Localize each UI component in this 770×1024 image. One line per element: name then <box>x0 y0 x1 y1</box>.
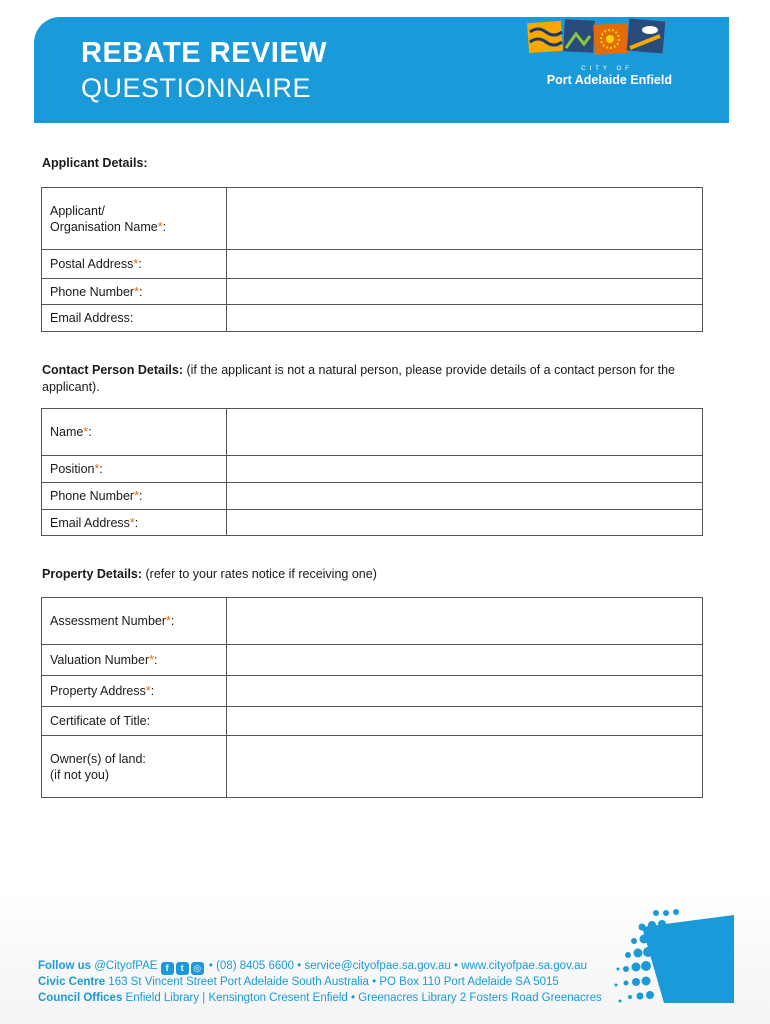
instagram-icon[interactable]: ◎ <box>191 962 204 975</box>
field-label-assessment-number: Assessment Number*: <box>42 598 227 645</box>
field-label-email-address: Email Address: <box>42 305 227 332</box>
table-row <box>42 676 703 707</box>
property-address-field[interactable] <box>227 676 703 707</box>
applicant-details-table <box>41 187 703 332</box>
field-label-certificate-of-title: Certificate of Title: <box>42 707 227 736</box>
table-row <box>42 510 703 536</box>
applicant-name-field[interactable] <box>227 188 703 250</box>
footer-dots-graphic <box>612 905 740 1015</box>
field-label-phone-number: Phone Number*: <box>42 279 227 305</box>
phone-number-field[interactable] <box>227 279 703 305</box>
table-row <box>42 483 703 510</box>
email-address-field[interactable] <box>227 305 703 332</box>
table-row <box>42 707 703 736</box>
contact-position-field[interactable] <box>227 456 703 483</box>
table-row <box>42 645 703 676</box>
field-label-postal-address: Postal Address*: <box>42 250 227 279</box>
footer-council-offices-line: Council Offices Enfield Library | Kensington Cresent Enfield • Greenacres Library 2 Fosters Road Greenacres <box>38 992 602 1004</box>
certificate-of-title-field[interactable] <box>227 707 703 736</box>
owners-of-land-field[interactable] <box>227 736 703 798</box>
field-label-property-address: Property Address*: <box>42 676 227 707</box>
field-label-applicant-name: Applicant/ Organisation Name*: <box>42 188 227 250</box>
contact-details-table <box>41 408 703 536</box>
contact-details-heading: Contact Person Details: (if the applicant is not a natural person, please provide details of a contact person for the applicant). <box>42 363 675 394</box>
assessment-number-field[interactable] <box>227 598 703 645</box>
logo-council-name: Port Adelaide Enfield <box>546 73 672 87</box>
footer-civic-centre-line: Civic Centre 163 St Vincent Street Port Adelaide South Australia • PO Box 110 Port Adelaide SA 5015 <box>38 976 559 988</box>
table-row <box>42 736 703 798</box>
property-details-heading: Property Details: (refer to your rates notice if receiving one) <box>42 567 377 581</box>
table-row <box>42 409 703 456</box>
table-row <box>42 188 703 250</box>
social-handle[interactable]: @CityofPAE <box>91 960 161 972</box>
table-row <box>42 598 703 645</box>
postal-address-field[interactable] <box>227 250 703 279</box>
property-details-table <box>41 597 703 798</box>
contact-phone-field[interactable] <box>227 483 703 510</box>
field-label-contact-name: Name*: <box>42 409 227 456</box>
table-row <box>42 305 703 332</box>
document-title: REBATE REVIEW <box>81 37 328 69</box>
field-label-contact-phone: Phone Number*: <box>42 483 227 510</box>
contact-name-field[interactable] <box>227 409 703 456</box>
valuation-number-field[interactable] <box>227 645 703 676</box>
document-subtitle: QUESTIONNAIRE <box>81 73 312 103</box>
table-row <box>42 250 703 279</box>
facebook-icon[interactable]: f <box>161 962 174 975</box>
logo-city-of-text: CITY OF <box>581 66 633 72</box>
footer-follow-line <box>38 960 587 975</box>
table-row <box>42 279 703 305</box>
twitter-icon[interactable]: t <box>176 962 189 975</box>
field-label-contact-email: Email Address*: <box>42 510 227 536</box>
contact-email-field[interactable] <box>227 510 703 536</box>
contact-info-text: • (08) 8405 6600 • service@cityofpae.sa.gov.au • www.cityofpae.sa.gov.au <box>205 960 587 972</box>
field-label-valuation-number: Valuation Number*: <box>42 645 227 676</box>
applicant-details-heading: Applicant Details: <box>42 156 148 170</box>
table-row <box>42 456 703 483</box>
field-label-owners-of-land: Owner(s) of land: (if not you) <box>42 736 227 798</box>
field-label-contact-position: Position*: <box>42 456 227 483</box>
follow-us-label: Follow us <box>38 960 92 972</box>
